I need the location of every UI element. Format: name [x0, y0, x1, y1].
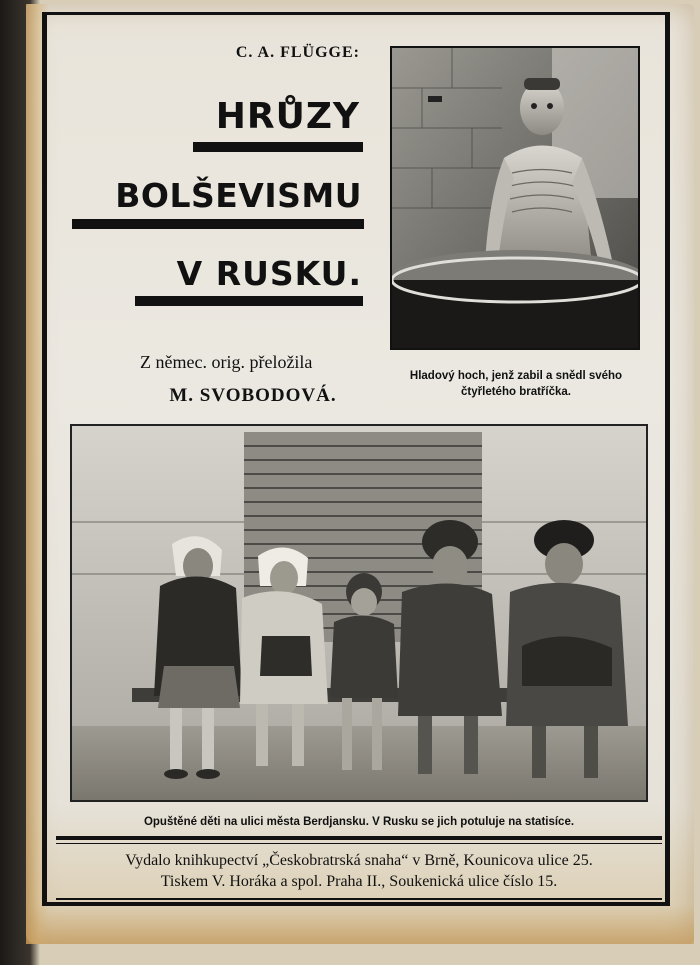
- translator-name: M. SVOBODOVÁ.: [169, 385, 337, 406]
- title-underline-3: [135, 296, 363, 306]
- publisher-rule-top-thin: [56, 843, 662, 844]
- title-underline-1: [193, 142, 363, 152]
- title-line-3: V RUSKU.: [176, 254, 362, 293]
- photo-top-caption: Hladový hoch, jenž zabil a snědl svého čtyřletého bratříčka.: [409, 370, 623, 398]
- publisher-rule-top: [56, 836, 662, 840]
- publisher-rule-bottom: [56, 898, 662, 900]
- publisher-line-2: Tiskem V. Horáka a spol. Praha II., Soukenická ulice číslo 15.: [160, 873, 558, 890]
- photo-abandoned-children: [70, 424, 648, 802]
- worn-edge-bottom: [26, 904, 694, 944]
- title-line-2: BOLŠEVISMU: [115, 176, 362, 215]
- title-line-1: HRŮZY: [215, 96, 360, 137]
- title-underline-2: [72, 219, 364, 229]
- photo-main-caption: Opuštěné děti na ulici města Berdjansku. V Rusku se jich potuluje na statisíce.: [143, 816, 575, 828]
- photo-starving-boy-image: [392, 48, 638, 348]
- author-name: C. A. FLÜGGE:: [235, 44, 360, 61]
- translator-line: Z němec. orig. přeložila: [140, 352, 313, 372]
- photo-abandoned-children-image: [72, 426, 646, 800]
- photo-starving-boy: [390, 46, 640, 350]
- publisher-line-1: Vydalo knihkupectví „Českobratrská snaha“ v Brně, Kounicova ulice 25.: [125, 852, 593, 869]
